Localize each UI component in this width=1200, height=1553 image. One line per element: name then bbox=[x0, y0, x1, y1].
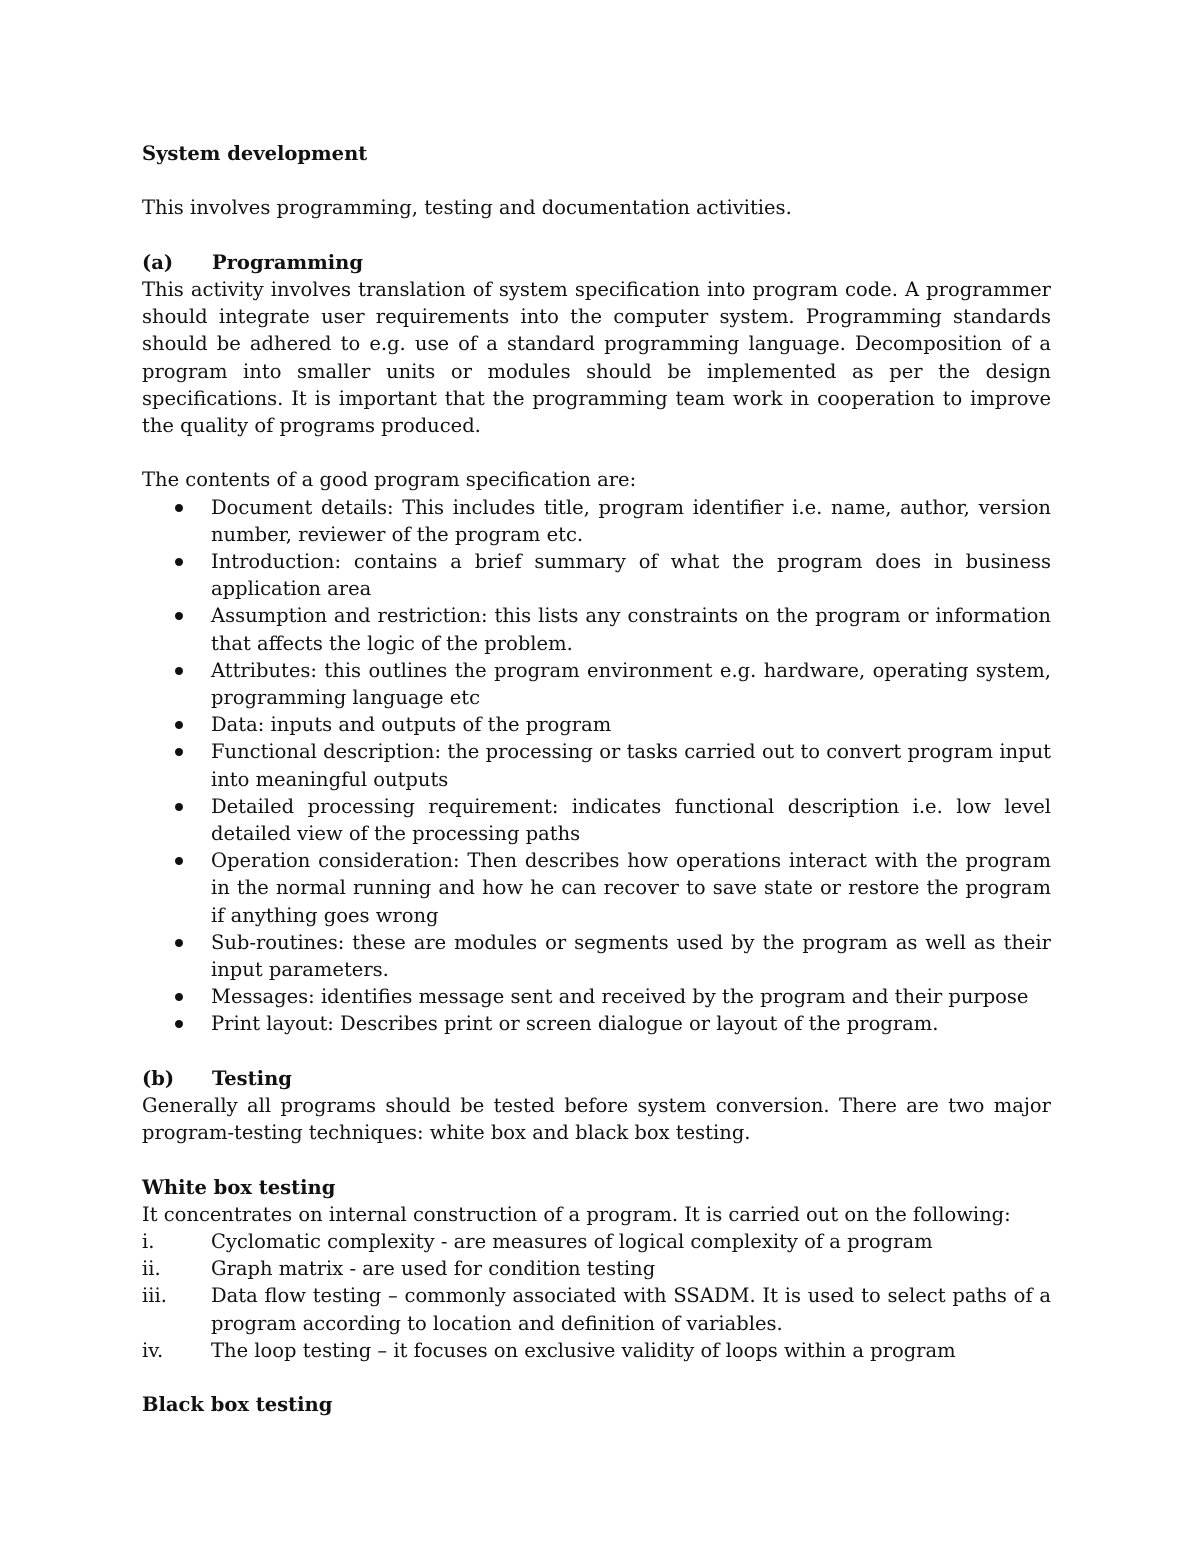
bullet-icon bbox=[175, 939, 183, 947]
bullet-icon bbox=[175, 667, 183, 675]
list-item: iii. Data flow testing – commonly associated with SSADM. It is used to select paths of a program according to location and definition of variables. bbox=[142, 1284, 1051, 1335]
list-item: Document details: This includes title, program identifier i.e. name, author, version number, reviewer of the program etc. bbox=[142, 494, 1051, 548]
spec-intro: The contents of a good program specification are: bbox=[142, 468, 637, 492]
section-number: (b) bbox=[142, 1066, 175, 1090]
list-number: i. bbox=[142, 1230, 155, 1254]
list-item: ii. Graph matrix - are used for condition testing bbox=[142, 1255, 1051, 1282]
section-title: Programming bbox=[212, 250, 363, 274]
list-item: Attributes: this outlines the program environment e.g. hardware, operating system, programming language etc bbox=[142, 657, 1051, 711]
section-number: (a) bbox=[142, 250, 174, 274]
spec-list bbox=[142, 494, 1051, 1038]
bullet-icon bbox=[175, 721, 183, 729]
bullet-icon bbox=[175, 993, 183, 1001]
testing-paragraph: Generally all programs should be tested before system conversion. There are two major program-testing techniques: white box and black box testing. bbox=[142, 1094, 1051, 1145]
list-item: i. Cyclomatic complexity - are measures of logical complexity of a program bbox=[142, 1228, 1051, 1255]
bullet-icon bbox=[175, 1020, 183, 1028]
white-box-heading: White box testing bbox=[142, 1175, 336, 1199]
document-title: System development bbox=[142, 142, 368, 165]
bullet-icon bbox=[175, 803, 183, 811]
black-box-heading: Black box testing bbox=[142, 1393, 333, 1417]
bullet-icon bbox=[175, 857, 183, 865]
list-item: iv. The loop testing – it focuses on exclusive validity of loops within a program bbox=[142, 1337, 1051, 1364]
document-page bbox=[142, 140, 1051, 1418]
list-item: Data: inputs and outputs of the program bbox=[142, 711, 1051, 738]
list-item: Detailed processing requirement: indicates functional description i.e. low level detailed view of the processing paths bbox=[142, 793, 1051, 847]
list-item: Print layout: Describes print or screen dialogue or layout of the program. bbox=[142, 1010, 1051, 1037]
bullet-icon bbox=[175, 504, 183, 512]
list-number: iv. bbox=[142, 1338, 164, 1362]
white-box-intro: It concentrates on internal construction of a program. It is carried out on the following: bbox=[142, 1202, 1011, 1226]
list-item: Operation consideration: Then describes how operations interact with the program in the normal running and how he can recover to save state or restore the program if anything goes wrong bbox=[142, 847, 1051, 929]
list-number: iii. bbox=[142, 1284, 167, 1308]
list-item: Introduction: contains a brief summary of what the program does in business application area bbox=[142, 548, 1051, 602]
list-item: Sub-routines: these are modules or segments used by the program as well as their input parameters. bbox=[142, 929, 1051, 983]
bullet-icon bbox=[175, 612, 183, 620]
section-title: Testing bbox=[212, 1066, 292, 1090]
section-heading-programming bbox=[142, 249, 1051, 276]
intro-paragraph: This involves programming, testing and documentation activities. bbox=[142, 196, 792, 220]
list-item: Functional description: the processing or tasks carried out to convert program input into meaningful outputs bbox=[142, 738, 1051, 792]
white-box-list bbox=[142, 1228, 1051, 1364]
list-number: ii. bbox=[142, 1257, 161, 1281]
bullet-icon bbox=[175, 748, 183, 756]
section-heading-testing bbox=[142, 1065, 1051, 1092]
bullet-icon bbox=[175, 558, 183, 566]
list-item: Messages: identifies message sent and received by the program and their purpose bbox=[142, 983, 1051, 1010]
programming-paragraph: This activity involves translation of system specification into program code. A programmer should integrate user requirements into the computer system. Programming standards should be adhered to e.g. use of a standard programming language. Decomposition of a program into smaller units or modules should be implemented as per the design specifications. It is important that the programming team work in cooperation to improve the quality of programs produced. bbox=[142, 277, 1051, 437]
list-item: Assumption and restriction: this lists any constraints on the program or information that affects the logic of the problem. bbox=[142, 602, 1051, 656]
